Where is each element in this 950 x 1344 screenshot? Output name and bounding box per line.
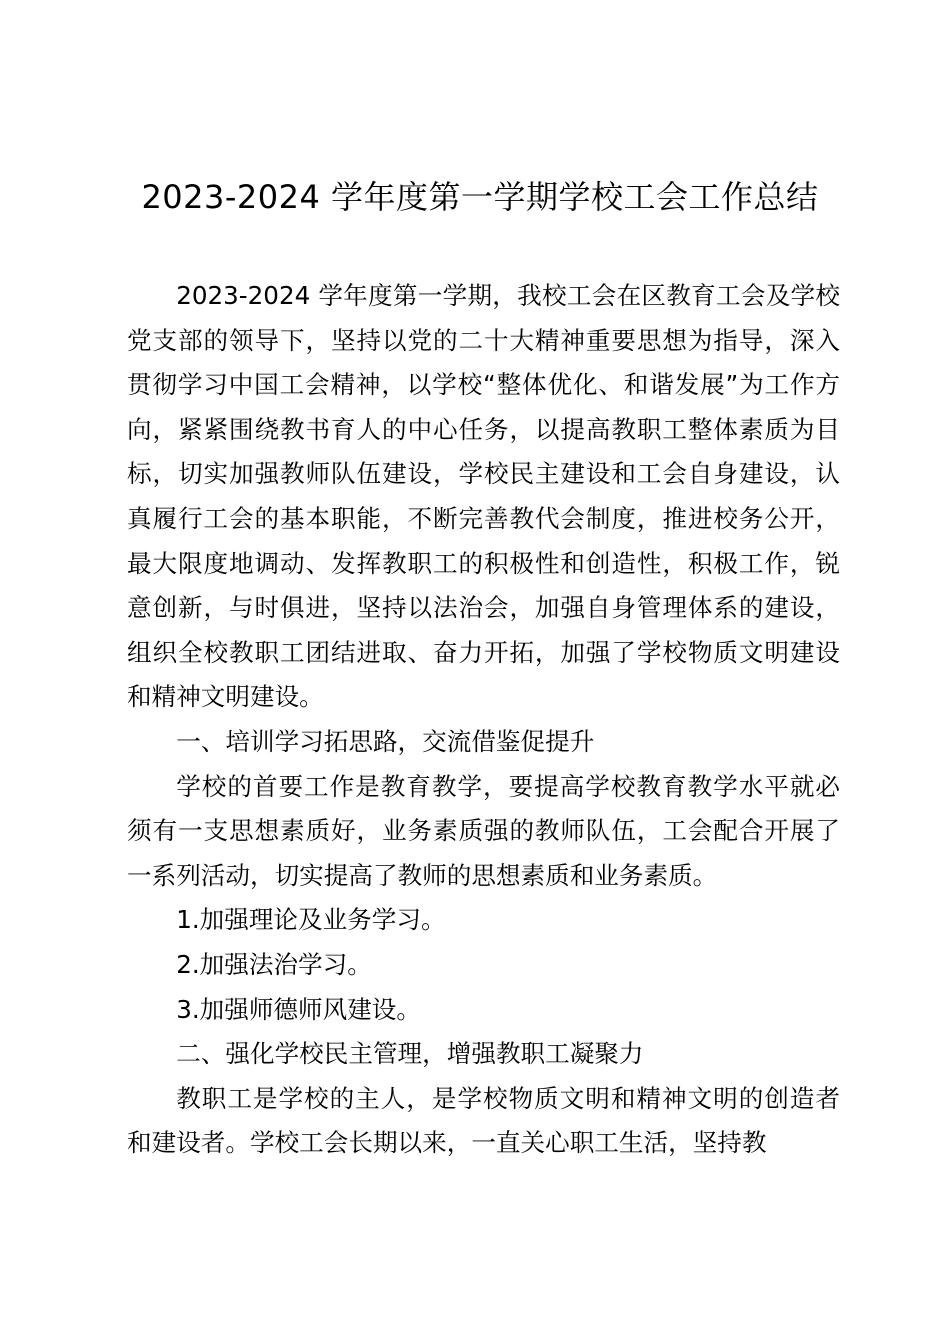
list-item-2: 2.加强法治学习。 xyxy=(176,949,372,979)
section-heading-2: 二、强化学校民主管理，增强教职工凝聚力 xyxy=(176,1039,644,1069)
section-1-paragraph: 学校的首要工作是教育教学，要提高学校教育教学水平就必须有一支思想素质好，业务素质强的教师队伍，工会配合开展了一系列活动，切实提高了教师的思想素质和业务素质。 xyxy=(127,771,840,890)
section-2-paragraph: 教职工是学校的主人，是学校物质文明和精神文明的创造者和建设者。学校工会长期以来，一直关心职工生活，坚持教 xyxy=(127,1083,840,1158)
list-item-3: 3.加强师德师风建设。 xyxy=(176,994,421,1024)
intro-paragraph: 2023-2024 学年度第一学期，我校工会在区教育工会及学校党支部的领导下，坚持以党的二十大精神重要思想为指导，深入贯彻学习中国工会精神，以学校“整体优化、和谐发展”为工作方向，紧紧围绕教书育人的中心任务，以提高教职工整体素质为目标，切实加强教师队伍建设，学校民主建设和工会自身建设，认真履行工会的基本职能，不断完善教代会制度，推进校务公开，最大限度地调动、发挥教职工的积极性和创造性，积极工作，锐意创新，与时俱进，坚持以法治会，加强自身管理体系的建设，组织全校教职工团结进取、奋力开拓，加强了学校物质文明建设和精神文明建设。 xyxy=(127,281,840,712)
list-item-1: 1.加强理论及业务学习。 xyxy=(176,905,446,935)
document-body xyxy=(127,274,840,1166)
document-title: 2023-2024 学年度第一学期学校工会工作总结 xyxy=(141,178,819,216)
section-heading-1: 一、培训学习拓思路，交流借鉴促提升 xyxy=(176,726,595,756)
